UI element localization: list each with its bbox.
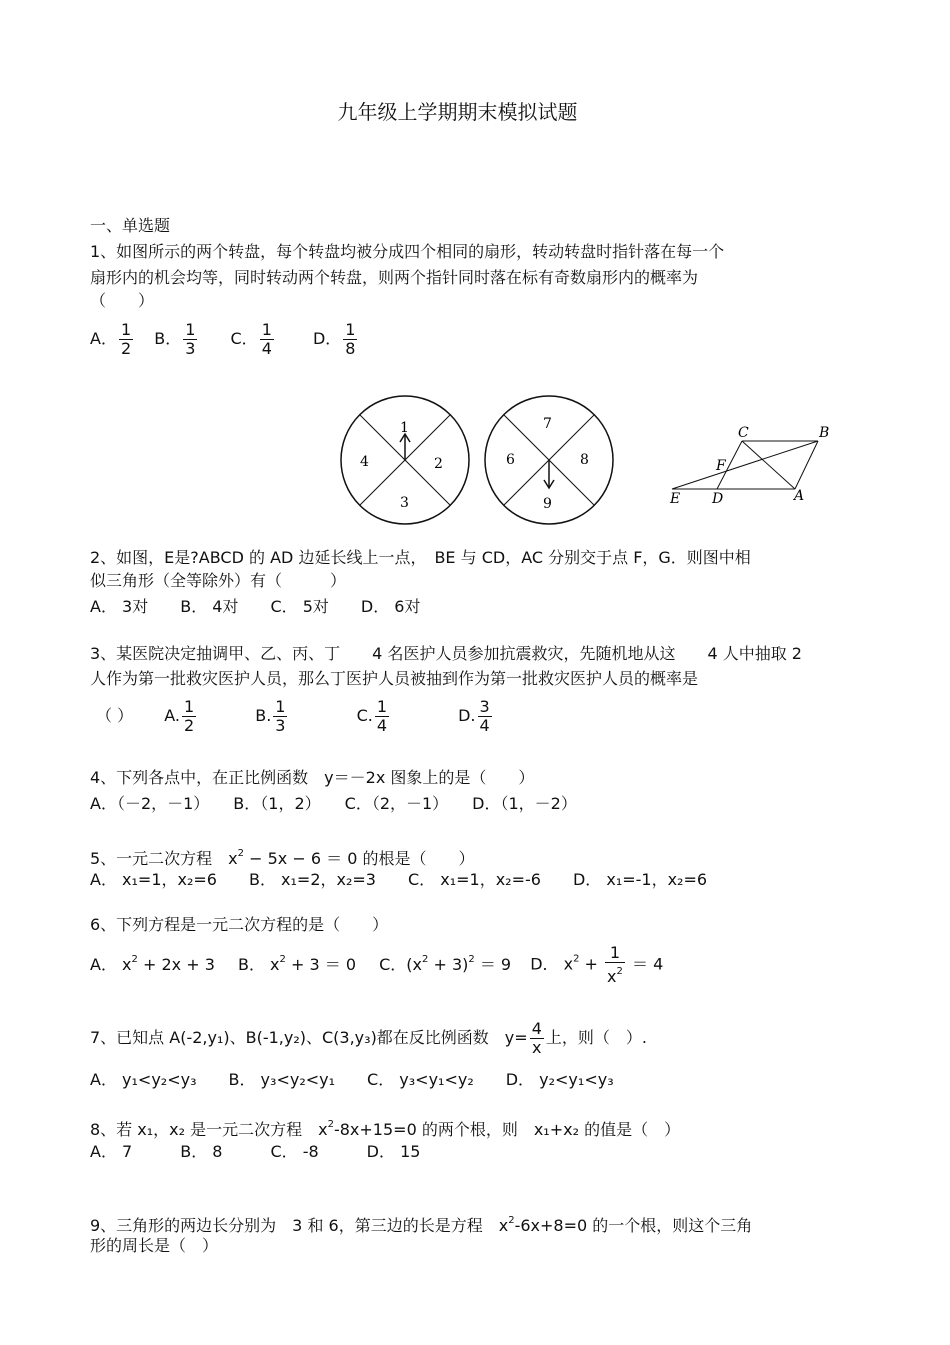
spinner-2-label-top: 7	[543, 416, 552, 432]
q1-options	[90, 321, 359, 358]
q4-line1: 4、下列各点中，在正比例函数 y＝－2x 图象上的是（ ）	[90, 768, 535, 787]
q6-line1: 6、下列方程是一元二次方程的是（ ）	[90, 915, 389, 934]
q3-line1: 3、某医院决定抽调甲、乙、丙、丁 4 名医护人员参加抗震救灾，先随机地从这 4 人中抽取 2	[90, 644, 802, 663]
q1-paren: （ ）	[90, 291, 155, 310]
spinner-2-label-bottom: 9	[543, 496, 552, 512]
q5-options[interactable]: A． x₁=1，x₂=6 B． x₁=2，x₂=3 C． x₁=1，x₂=-6 D． x₁=-1，x₂=6	[90, 870, 708, 889]
spinner-1-label-top: 1	[400, 420, 409, 436]
q7-options[interactable]: A． y₁<y₂<y₃ B． y₃<y₂<y₁ C． y₃<y₁<y₂ D． y₂<y₁<y₃	[90, 1070, 614, 1089]
spinner-2	[485, 396, 613, 524]
spinner-2-label-right: 8	[580, 452, 589, 468]
q3-option-d[interactable]: D. $\frac{3}{4}$	[458, 697, 490, 735]
q2-line1: 2、如图，E是?ABCD 的 AD 边延长线上一点， BE 与 CD，AC 分别交于点 F，G．则图中相	[90, 548, 751, 567]
spinner-2-label-left: 6	[506, 452, 515, 468]
q3-paren: （ ）	[96, 706, 134, 725]
q3-option-a[interactable]: A. $\frac{1}{2}$	[164, 697, 195, 735]
q8-line1: 8、若 x₁，x₂ 是一元二次方程 $x^2-8x+15=0$ 的两个根，则 x₁+x₂ 的值是（ ）	[90, 1119, 681, 1139]
point-label-a: A	[794, 488, 805, 504]
q9-line1: 9、三角形的两边长分别为 3 和 6，第三边的长是方程 $x^2-6x+8=0$ 的一个根，则这个三角	[90, 1215, 753, 1235]
q3-line2: 人作为第一批救灾医护人员，那么丁医护人员被抽到作为第一批救灾医护人员的概率是	[90, 669, 699, 688]
page-title: 九年级上学期期末模拟试题	[337, 100, 578, 124]
spinner-1-label-right: 2	[434, 456, 443, 472]
q1-line2: 扇形内的机会均等，同时转动两个转盘，则两个指针同时落在标有奇数扇形内的概率为	[90, 268, 699, 287]
q2-line2: 似三角形（全等除外）有（ ）	[90, 571, 347, 590]
q1-q2-figures	[330, 390, 850, 530]
q3-option-b[interactable]: B. $\frac{1}{3}$	[255, 697, 286, 735]
q7-line1: 7、已知点 A(-2,y₁)、B(-1,y₂)、C(3,y₃)都在反比例函数 y= $\frac{4}{x}$ 上，则（ ）.	[90, 1019, 647, 1057]
section-heading: 一、单选题	[90, 216, 171, 235]
q6-options	[90, 944, 663, 986]
q1-line1: 1、如图所示的两个转盘，每个转盘均被分成四个相同的扇形，转动转盘时指针落在每一个	[90, 242, 725, 261]
q1-option-a[interactable]: A． $\frac{1}{2}$	[90, 320, 132, 358]
q1-option-c[interactable]: C． $\frac{1}{4}$	[230, 320, 272, 358]
parallelogram-figure	[669, 425, 829, 507]
q6-option-d[interactable]: D． $x^2$ + $\frac{1}{x^2}$ ＝ 4	[530, 943, 664, 986]
point-label-b: B	[819, 425, 830, 441]
point-label-e: E	[670, 491, 681, 507]
q6-option-c[interactable]: C．$(x^2 + 3)^2 = 9$	[379, 953, 512, 974]
spinner-1-label-left: 4	[360, 454, 369, 470]
point-label-c: C	[738, 425, 749, 441]
q2-options[interactable]: A． 3对 B． 4对 C． 5对 D． 6对	[90, 597, 421, 616]
q3-option-c[interactable]: C. $\frac{1}{4}$	[356, 697, 388, 735]
q4-options[interactable]: A．（－2，－1） B．（1，2） C．（2，－1） D．（1，－2）	[90, 794, 577, 813]
q5-line1: 5、一元二次方程 $x^2 - 5x - 6 = 0$ 的根是（ ）	[90, 848, 475, 868]
q1-option-d[interactable]: D． $\frac{1}{8}$	[312, 320, 356, 358]
point-label-f: F	[716, 458, 726, 474]
q8-options[interactable]: A． 7 B． 8 C． -8 D． 15	[90, 1142, 421, 1161]
point-label-d: D	[712, 491, 724, 507]
q6-option-b[interactable]: B． $x^2 + 3 = 0$	[237, 953, 357, 974]
spinner-1	[341, 396, 469, 524]
q9-line2: 形的周长是（ ）	[90, 1236, 219, 1255]
q3-options	[96, 698, 494, 735]
q1-option-b[interactable]: B． $\frac{1}{3}$	[154, 320, 196, 358]
q6-option-a[interactable]: A． $x^2 + 2x + 3$	[90, 953, 215, 974]
spinner-1-label-bottom: 3	[400, 495, 409, 511]
